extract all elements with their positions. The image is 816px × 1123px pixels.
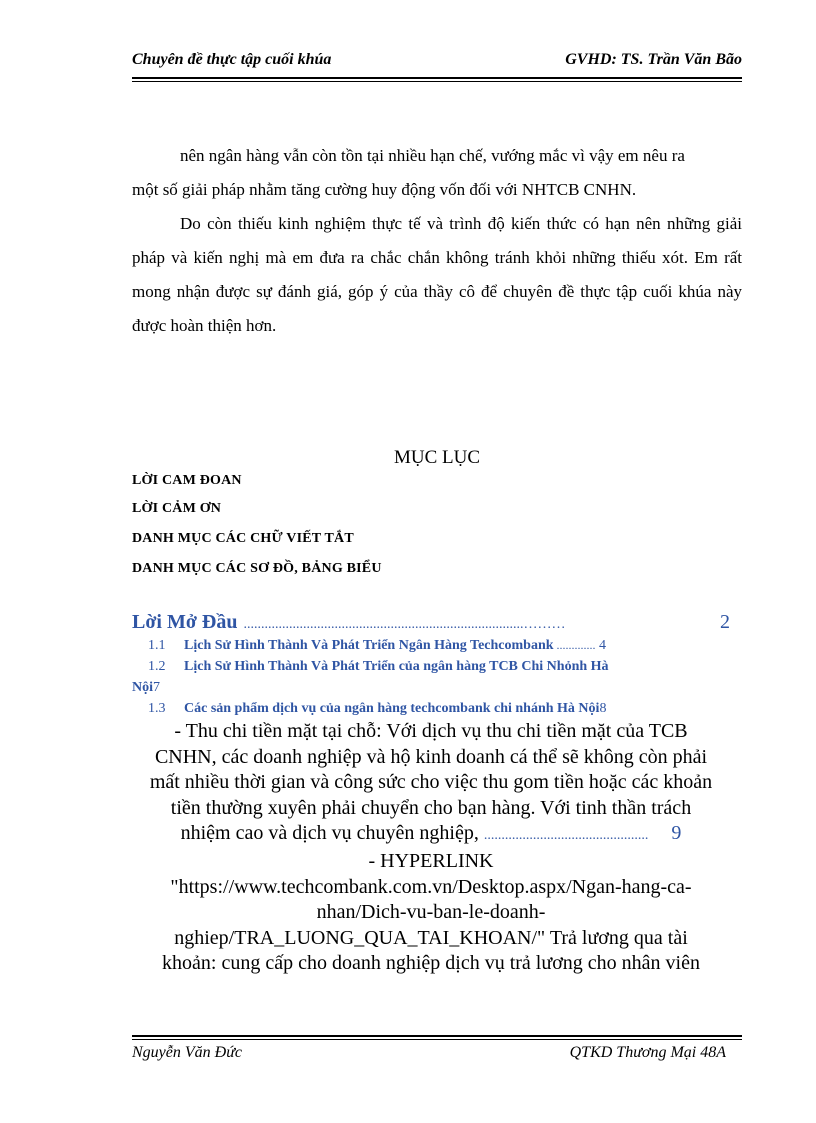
- service-line-last: [132, 821, 730, 849]
- toc-entry-title: Lời Mở Đầu: [132, 611, 238, 633]
- body-paragraph-2: [132, 207, 742, 343]
- toc-entry-title: Lịch Sử Hình Thành Và Phát Triển Ngân Hàng Techcombank: [184, 638, 554, 653]
- footer-rule: [132, 1035, 742, 1037]
- toc-page-number: 4: [599, 638, 607, 653]
- toc-front-item[interactable]: DANH MỤC CÁC SƠ ĐỒ, BẢNG BIỂU: [132, 561, 382, 576]
- toc-leader-dots: ...............................................: [483, 828, 649, 843]
- toc-entry-number: 1.1: [148, 638, 166, 653]
- header-right: GVHD: TS. Trần Văn Bão: [565, 51, 742, 68]
- service-line: CNHN, các doanh nghiệp và hộ kinh doanh cá thể sẽ không còn phải: [154, 745, 708, 768]
- toc-entry-title: Lịch Sử Hình Thành Và Phát Triển của ngân hàng TCB Chi Nhỏnh Hà: [184, 659, 609, 674]
- hyperlink-url-line[interactable]: nghiep/TRA_LUONG_QUA_TAI_KHOAN/" Trả lương qua tài: [174, 926, 688, 949]
- toc-entry-1-3[interactable]: [148, 699, 728, 718]
- toc-entry-1-1[interactable]: [148, 636, 728, 655]
- header-rule: [132, 77, 742, 79]
- service-line: - Thu chi tiền mặt tại chỗ: Với dịch vụ thu chi tiền mặt của TCB: [174, 720, 688, 742]
- toc-entry-loi-mo-dau[interactable]: [132, 609, 730, 638]
- toc-entry-title: Các sản phẩm dịch vụ của ngân hàng techcombank chi nhánh Hà Nội: [184, 701, 600, 716]
- hyperlink-url-line[interactable]: "https://www.techcombank.com.vn/Desktop.aspx/Ngan-hang-ca-: [170, 875, 692, 898]
- body-paragraph-1: [132, 139, 742, 207]
- footer-right: QTKD Thương Mại 48A: [569, 1044, 726, 1061]
- service-line: mất nhiều thời gian và công sức cho việc thu gom tiền hoặc các khoản: [149, 771, 713, 793]
- header-rule-thin: [132, 81, 742, 82]
- hyperlink-line: - HYPERLINK: [368, 850, 494, 872]
- page-footer: [132, 1043, 726, 1063]
- toc-page-number: 7: [153, 680, 160, 695]
- service-line: tiền thường xuyên phải chuyển cho bạn hàng. Với tinh thần trách: [170, 796, 692, 819]
- footer-rule-thin: [132, 1039, 742, 1040]
- toc-front-item[interactable]: LỜI CAM ĐOAN: [132, 473, 242, 488]
- service-line: nhiệm cao và dịch vụ chuyên nghiệp,: [180, 822, 479, 844]
- toc-entry-number: 1.2: [148, 659, 166, 674]
- toc-entry-title-cont: Nội: [132, 680, 153, 695]
- page-header: [132, 50, 742, 70]
- hyperlink-line: khoản: cung cấp cho doanh nghiệp dịch vụ trả lương cho nhân viên: [162, 952, 700, 974]
- body-line: Do còn thiếu kinh nghiệm thực tế và trình độ kiến thức có hạn nên những giải pháp và kiến nghị mà em đưa ra chắc chắn không tránh khỏi những thiếu xót. Em rất mong nhận được sự đánh giá, góp ý của thầy cô để chuyên đề thực tập cuối khúa này được hoàn thiện hơn.: [132, 214, 742, 335]
- body-line: nên ngân hàng vẫn còn tồn tại nhiều hạn chế, vướng mắc vì vậy em nêu ra: [180, 146, 685, 165]
- toc-page-number: 9: [671, 822, 682, 844]
- toc-page-number: 2: [720, 611, 730, 633]
- toc-leader-dots: .............: [553, 638, 596, 652]
- body-line: một số giải pháp nhằm tăng cường huy động vốn đối với NHTCB CNHN.: [132, 180, 637, 199]
- toc-entry-number: 1.3: [148, 701, 166, 716]
- toc-page-number: 8: [599, 701, 607, 716]
- toc-front-item[interactable]: DANH MỤC CÁC CHỮ VIẾT TẮT: [132, 531, 354, 546]
- hyperlink-url-line[interactable]: nhan/Dich-vu-ban-le-doanh-: [316, 901, 546, 923]
- hyperlink-paragraph: [132, 849, 730, 977]
- toc-title: MỤC LỤC: [393, 447, 481, 468]
- header-left: Chuyên đề thực tập cuối khúa: [132, 51, 332, 68]
- toc-front-item[interactable]: LỜI CẢM ƠN: [132, 501, 222, 516]
- toc-service-paragraph[interactable]: [132, 719, 730, 849]
- toc-entry-1-2[interactable]: [148, 657, 728, 676]
- toc-entry-1-2-cont[interactable]: [132, 678, 712, 697]
- toc-leader-dots: ................................................................................………: [243, 617, 566, 632]
- footer-left: Nguyễn Văn Đức: [132, 1044, 243, 1061]
